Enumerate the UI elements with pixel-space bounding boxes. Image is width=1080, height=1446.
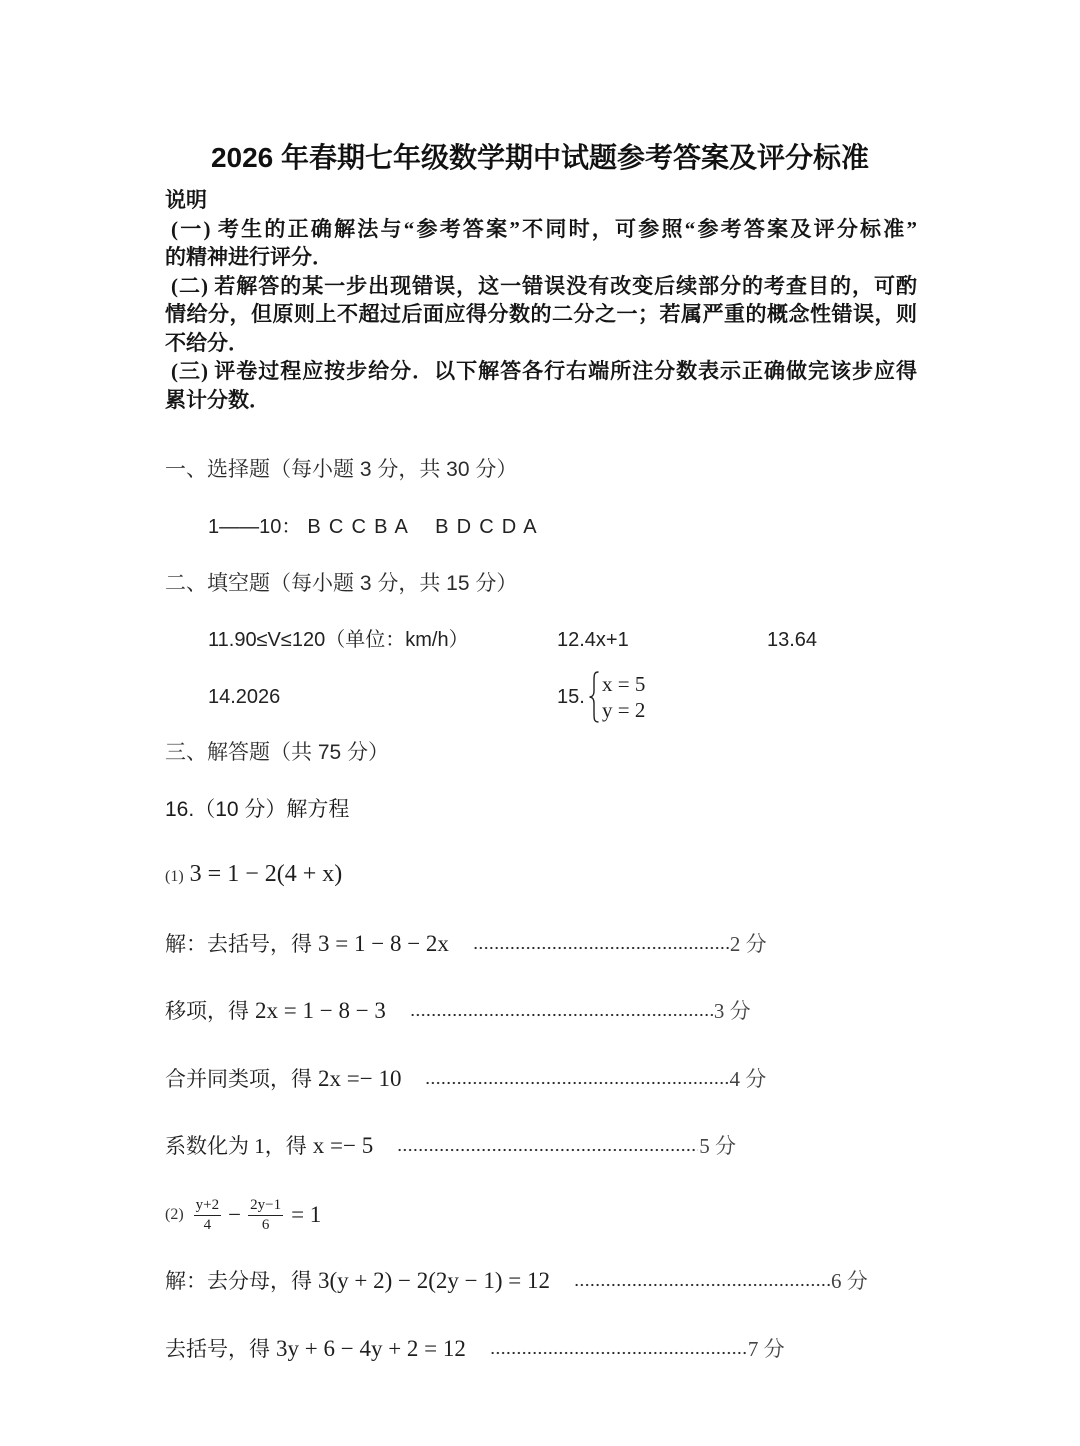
step-score: 2 分 xyxy=(729,932,767,956)
step-math: x =− 5 xyxy=(312,1133,374,1158)
dot-leader xyxy=(410,1012,713,1018)
note-3-line-1: (三) 评卷过程应按步给分．以下解答各行右端所注分数表示正确做完该步应得 xyxy=(171,359,917,383)
solve-section-heading: 三、解答题（共 75 分） xyxy=(165,741,390,764)
solution-step xyxy=(165,1265,868,1299)
fill-answer-15-eq-1: x = 5 xyxy=(602,672,646,696)
note-1-line-2: 的精神进行评分． xyxy=(165,245,333,269)
step-score: 5 分 xyxy=(699,1134,736,1158)
note-1-line-1: (一) 考生的正确解法与“参考答案”不同时，可参照“参考答案及评分标准” xyxy=(171,216,917,241)
note-2-line-2: 情给分，但原则上不超过后面应得分数的二分之一；若属严重的概念性错误，则 xyxy=(165,302,917,326)
fraction-2-numerator: 2y−1 xyxy=(248,1197,283,1216)
part-2-equation xyxy=(165,1193,321,1237)
fill-section-heading: 二、填空题（每小题 3 分，共 15 分） xyxy=(165,572,518,595)
step-math: 3(y + 2) − 2(2y − 1) = 12 xyxy=(318,1268,551,1293)
step-text: 解：去分母，得 xyxy=(165,1269,312,1293)
step-text: 合并同类项，得 xyxy=(165,1067,312,1091)
dot-leader xyxy=(425,1080,728,1086)
step-score: 4 分 xyxy=(729,1067,767,1091)
solution-step xyxy=(165,1063,766,1097)
solution-step xyxy=(165,1130,736,1164)
part-1-equation xyxy=(165,861,342,895)
fill-answer-14: 14.2026 xyxy=(208,686,281,708)
dot-leader xyxy=(490,1350,747,1356)
choice-answers-row xyxy=(208,512,538,542)
dot-leader xyxy=(473,945,729,951)
solution-step xyxy=(165,1333,785,1367)
fraction-1-denominator: 4 xyxy=(203,1216,212,1233)
dot-leader xyxy=(397,1147,698,1153)
choice-answers-group-2: B D C D A xyxy=(435,516,538,538)
step-text: 移项，得 xyxy=(165,999,249,1023)
part-2-label: (2) xyxy=(165,1206,184,1223)
minus-operator: − xyxy=(228,1202,242,1227)
step-score: 3 分 xyxy=(713,999,751,1023)
step-math: 3 = 1 − 8 − 2x xyxy=(318,931,449,956)
step-math: 3y + 6 − 4y + 2 = 12 xyxy=(276,1336,466,1361)
dot-leader xyxy=(574,1282,830,1288)
question-16-title: 16.（10 分）解方程 xyxy=(165,798,350,821)
notes-heading: 说明 xyxy=(165,188,207,212)
choice-section-heading: 一、选择题（每小题 3 分，共 30 分） xyxy=(165,458,518,481)
solution-step xyxy=(165,995,751,1029)
step-score: 6 分 xyxy=(831,1269,868,1293)
equation-system-brace-icon xyxy=(588,671,600,723)
solution-step xyxy=(165,928,767,962)
fraction-2 xyxy=(248,1197,283,1234)
step-score: 7 分 xyxy=(747,1337,785,1361)
notes-block xyxy=(165,186,917,414)
step-text: 解：去括号，得 xyxy=(165,932,312,956)
step-text: 去括号，得 xyxy=(165,1337,270,1361)
step-math: 2x = 1 − 8 − 3 xyxy=(255,998,386,1023)
fill-answer-13: 13.64 xyxy=(767,629,818,651)
fill-answer-12: 12.4x+1 xyxy=(557,629,629,651)
choice-answers-group-1: B C C B A xyxy=(307,516,410,538)
fraction-2-denominator: 6 xyxy=(261,1216,270,1233)
fraction-1-numerator: y+2 xyxy=(194,1197,221,1216)
step-text: 系数化为 1，得 xyxy=(165,1134,307,1158)
fill-answer-11: 11.90≤V≤120（单位：km/h） xyxy=(208,629,469,651)
choice-answer-range: 1——10： xyxy=(208,516,302,538)
equation-right-side: = 1 xyxy=(291,1202,322,1227)
part-1-label: (1) xyxy=(165,868,184,885)
fraction-1 xyxy=(194,1197,221,1234)
note-2-line-3: 不给分． xyxy=(165,330,249,355)
part-1-math: 3 = 1 − 2(4 + x) xyxy=(189,861,343,887)
note-2-line-1: (二) 若解答的某一步出现错误，这一错误没有改变后续部分的考查目的，可酌 xyxy=(171,273,917,298)
fill-answer-15-label: 15. xyxy=(557,686,585,708)
fill-answer-15-eq-2: y = 2 xyxy=(602,698,646,722)
note-3-line-2: 累计分数． xyxy=(165,387,270,412)
step-math: 2x =− 10 xyxy=(318,1066,402,1091)
document-title: 2026 年春期七年级数学期中试题参考答案及评分标准 xyxy=(210,142,870,173)
